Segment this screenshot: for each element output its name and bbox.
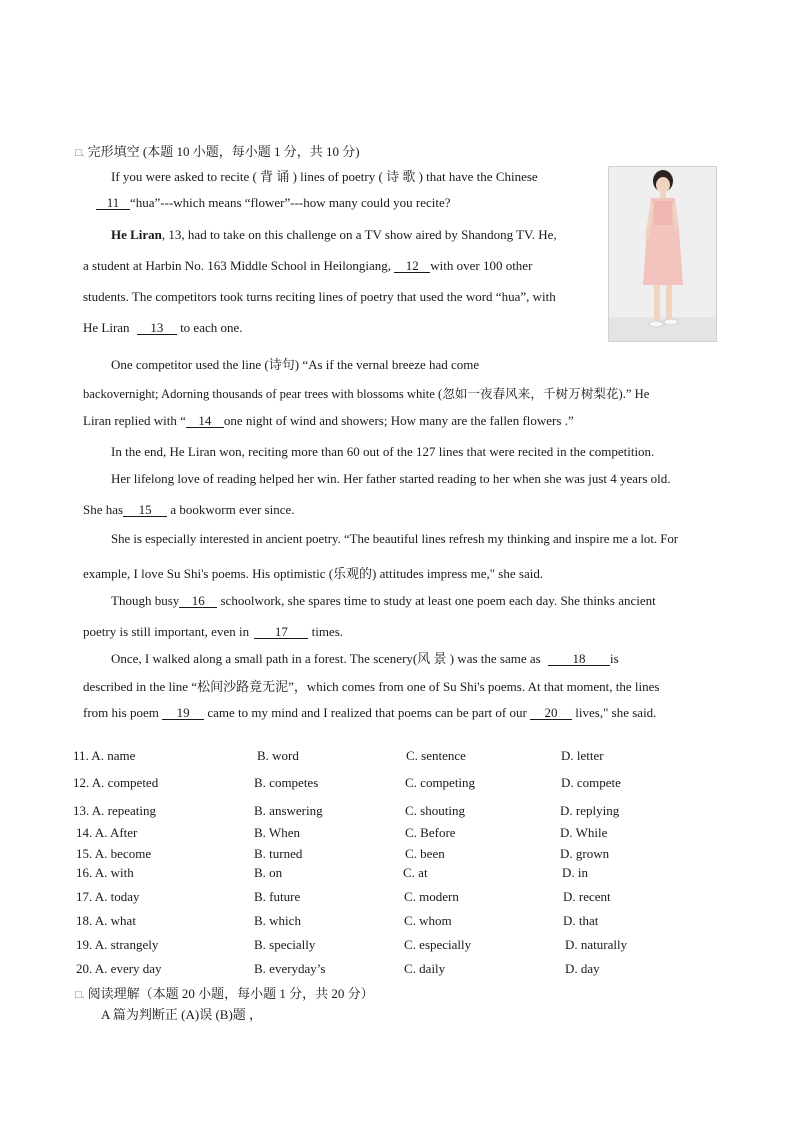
blank-20: 20 xyxy=(530,706,572,720)
blank-15: 15 xyxy=(123,503,167,517)
blank-12: 12 xyxy=(394,259,430,273)
option-16-b[interactable]: B. on xyxy=(254,865,283,880)
option-12-b[interactable]: B. competes xyxy=(254,775,319,790)
person-name: He Liran xyxy=(111,227,162,242)
passage-line-13: She is especially interested in ancient poetry. “The beautiful lines refresh my thinking and inspire me a lot. For xyxy=(111,532,679,546)
passage-line-12 xyxy=(83,502,295,518)
option-12-d[interactable]: D. compete xyxy=(561,775,621,790)
section-heading-cloze xyxy=(75,141,360,160)
option-17-c[interactable]: C. modern xyxy=(404,889,459,904)
passage-line-5: students. The competitors took turns reciting lines of poetry that used the word “hua”, with xyxy=(83,289,556,304)
option-13-c[interactable]: C. shouting xyxy=(405,803,465,818)
option-20-b[interactable]: B. everyday’s xyxy=(254,961,326,976)
line-text: came to my mind and I realized that poems can be part of our xyxy=(207,705,527,720)
option-19-a[interactable]: 19. A. strangely xyxy=(76,937,159,952)
section-title: 完形填空 (本题 10 小题，每小题 1 分，共 10 分) xyxy=(87,144,360,159)
passage-line-15 xyxy=(111,593,656,609)
line-text: Though busy xyxy=(111,593,180,608)
option-13-a[interactable]: 13. A. repeating xyxy=(73,803,157,818)
option-20-c[interactable]: C. daily xyxy=(404,961,446,976)
section-title: 阅读理解（本题 20 小题，每小题 1 分，共 20 分） xyxy=(87,986,374,1001)
option-20-a[interactable]: 20. A. every day xyxy=(76,961,162,976)
option-14-d[interactable]: D. While xyxy=(560,825,608,840)
option-15-a[interactable]: 15. A. become xyxy=(76,846,152,861)
passage-line-4 xyxy=(83,258,532,274)
blank-19: 19 xyxy=(162,706,204,720)
line-text: , 13, had to take on this challenge on a TV show aired by Shandong TV. He, xyxy=(161,227,557,242)
option-15-c[interactable]: C. been xyxy=(405,846,445,861)
option-11-b[interactable]: B. word xyxy=(257,748,299,763)
section-subtitle: A 篇为判断正 (A)误 (B)题 ， xyxy=(101,1007,263,1022)
option-18-c[interactable]: C. whom xyxy=(404,913,452,928)
option-16-a[interactable]: 16. A. with xyxy=(76,865,134,880)
passage-line-17 xyxy=(111,648,619,667)
line-text: She has xyxy=(83,502,124,517)
line-text: Liran replied with “ xyxy=(83,413,186,428)
passage-line-14: example, I love Su Shi's poems. His optimistic (乐观的) attitudes impress me," she said. xyxy=(83,566,544,581)
passage-line-2 xyxy=(96,195,451,211)
option-15-b[interactable]: B. turned xyxy=(254,846,303,861)
option-17-d[interactable]: D. recent xyxy=(563,889,611,904)
girl-in-pink-dress-icon xyxy=(609,167,716,341)
line-text: poetry is still important, even in xyxy=(83,624,250,639)
option-17-b[interactable]: B. future xyxy=(254,889,301,904)
passage-line-11: Her lifelong love of reading helped her win. Her father started reading to her when she was just 4 years old. xyxy=(111,471,671,486)
passage-line-10: In the end, He Liran won, reciting more than 60 out of the 127 lines that were recited in the competition. xyxy=(111,444,655,459)
option-11-a[interactable]: 11. A. name xyxy=(73,748,136,763)
line-text: He Liran xyxy=(83,320,130,335)
line-text: one night of wind and showers; How many are the fallen flowers .” xyxy=(223,413,574,428)
option-11-d[interactable]: D. letter xyxy=(561,748,604,763)
option-15-d[interactable]: D. grown xyxy=(560,846,610,861)
option-12-a[interactable]: 12. A. competed xyxy=(73,775,159,790)
line-text: “hua”---which means “flower”---how many could you recite? xyxy=(130,195,451,210)
option-14-c[interactable]: C. Before xyxy=(405,825,456,840)
option-17-a[interactable]: 17. A. today xyxy=(76,889,140,904)
passage-line-18: described in the line “松间沙路竟无泥”，which comes from one of Su Shi's poems. At that moment, the lines xyxy=(83,679,660,694)
section-marker: □. xyxy=(75,989,85,1001)
blank-16: 16 xyxy=(179,594,217,608)
option-14-a[interactable]: 14. A. After xyxy=(76,825,138,840)
option-19-b[interactable]: B. specially xyxy=(254,937,316,952)
option-13-d[interactable]: D. replying xyxy=(560,803,620,818)
line-text: to each one. xyxy=(180,320,243,335)
passage-line-6 xyxy=(83,320,243,336)
section-marker: □. xyxy=(75,147,85,159)
passage-line-1: If you were asked to recite ( 背 诵 ) lines of poetry ( 诗 歌 ) that have the Chinese xyxy=(111,169,538,184)
blank-11: 11 xyxy=(96,196,130,210)
option-18-b[interactable]: B. which xyxy=(254,913,301,928)
blank-14: 14 xyxy=(186,414,224,428)
section-heading-reading xyxy=(75,983,374,1002)
option-16-c[interactable]: C. at xyxy=(403,865,428,880)
option-12-c[interactable]: C. competing xyxy=(405,775,476,790)
line-text: Once, I walked along a small path in a forest. The scenery(风 景 ) was the same as xyxy=(111,651,541,666)
blank-18: 18 xyxy=(548,652,610,666)
passage-line-8: backovernight; Adorning thousands of pear trees with blossoms white (忽如一夜春风来，千树万树梨花).” He xyxy=(83,387,650,401)
blank-13: 13 xyxy=(137,321,177,335)
line-text: schoolwork, she spares time to study at least one poem each day. She thinks ancient xyxy=(220,593,656,608)
passage-line-16 xyxy=(83,624,343,640)
line-text: a bookworm ever since. xyxy=(170,502,295,517)
option-19-c[interactable]: C. especially xyxy=(404,937,472,952)
line-text: times. xyxy=(311,624,344,639)
option-18-a[interactable]: 18. A. what xyxy=(76,913,136,928)
option-13-b[interactable]: B. answering xyxy=(254,803,323,818)
blank-17: 17 xyxy=(254,625,308,639)
passage-line-7: One competitor used the line (诗句) “As if the vernal breeze had come xyxy=(111,357,480,372)
option-14-b[interactable]: B. When xyxy=(254,825,300,840)
photo xyxy=(608,166,717,342)
option-20-d[interactable]: D. day xyxy=(565,961,600,976)
passage-line-9 xyxy=(83,413,574,429)
option-18-d[interactable]: D. that xyxy=(563,913,599,928)
passage-line-19 xyxy=(83,705,656,721)
option-11-c[interactable]: C. sentence xyxy=(406,748,466,763)
option-16-d[interactable]: D. in xyxy=(562,865,588,880)
option-19-d[interactable]: D. naturally xyxy=(565,937,628,952)
line-text: from his poem xyxy=(83,705,159,720)
line-text: lives," she said. xyxy=(575,705,657,720)
line-text: with over 100 other xyxy=(430,258,533,273)
passage-line-3 xyxy=(111,227,557,243)
line-text: is xyxy=(609,651,619,666)
line-text: a student at Harbin No. 163 Middle School in Heilongiang, xyxy=(83,258,391,273)
